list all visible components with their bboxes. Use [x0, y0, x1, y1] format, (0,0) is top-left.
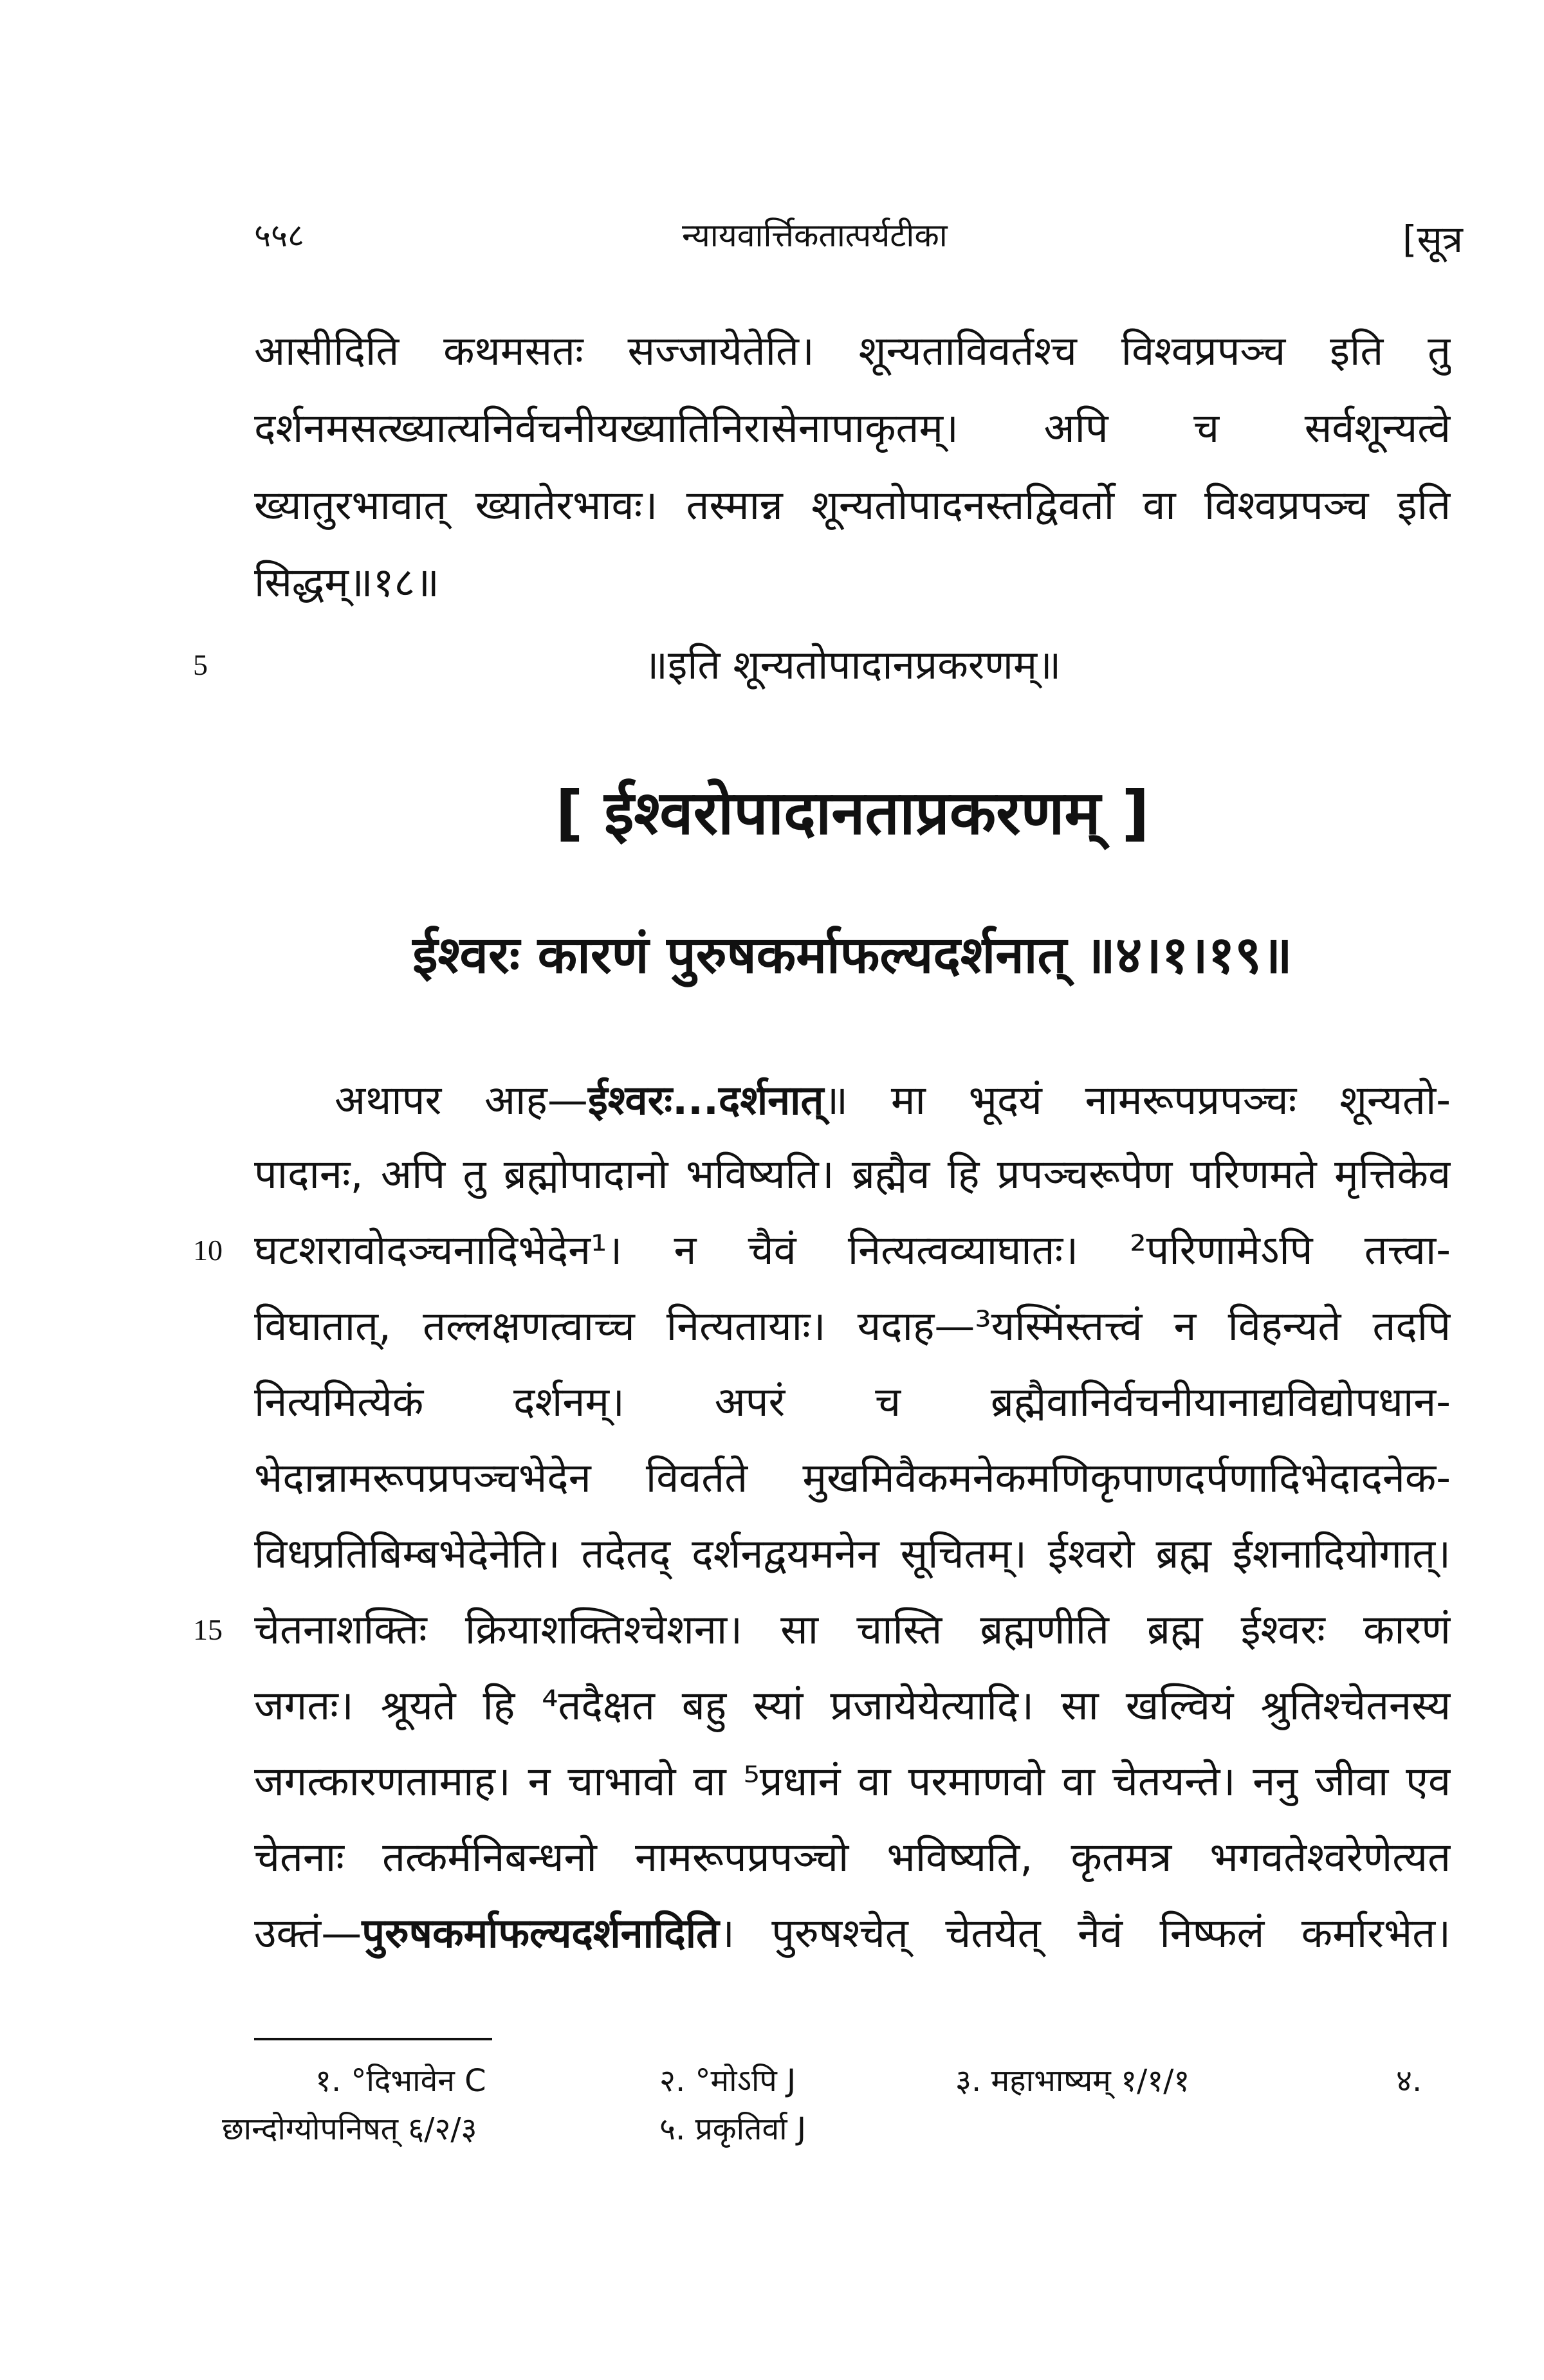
- footnote-rule: [254, 2038, 492, 2040]
- footnote-2: २. °मोऽपि J: [659, 2063, 796, 2099]
- commentary-line: जगत्कारणतामाह। न चाभावो वा ⁵प्रधानं वा परमाणवो वा चेतयन्ते। ननु जीवा एव: [254, 1758, 1451, 1805]
- commentary-line: नित्यमित्येकं दर्शनम्। अपरं च ब्रह्मैवानिर्वचनीयानाद्यविद्योपधान-: [254, 1378, 1451, 1425]
- text-line: ख्यातुरभावात् ख्यातेरभावः। तस्मान्न शून्यतोपादनस्तद्विवर्तो वा विश्वप्रपञ्च इति: [254, 482, 1451, 529]
- commentary-line: पादानः, अपि तु ब्रह्मोपादानो भविष्यति। ब्रह्मैव हि प्रपञ्चरूपेण परिणमते मृत्तिकेव: [254, 1151, 1451, 1198]
- commentary-line: विघातात्, तल्लक्षणत्वाच्च नित्यतायाः। यदाह—³यस्मिंस्तत्त्वं न विहन्यते तदपि: [254, 1303, 1451, 1350]
- footnote-5: ५. प्रकृतिर्वा J: [659, 2111, 806, 2147]
- line-number: 15: [193, 1613, 223, 1646]
- sutra-text: ईश्वरः कारणं पुरुषकर्माफल्यदर्शनात् ॥४।१।१९॥: [412, 925, 1292, 985]
- pratika-bold: ईश्वरः...दर्शनात्: [587, 1077, 824, 1124]
- commentary-line: [254, 1904, 1451, 1963]
- commentary-line: जगतः। श्रूयते हि ⁴तदैक्षत बहु स्यां प्रजायेयेत्यादि। सा खल्वियं श्रुतिश्चेतनस्य: [254, 1682, 1451, 1729]
- running-title: न्यायवार्त्तिकतात्पर्यटीका: [682, 217, 948, 254]
- commentary-line: [335, 1071, 1451, 1130]
- line-number: 5: [193, 648, 208, 681]
- commentary-text: । पुरुषश्चेत् चेतयेत् नैवं निष्फलं कर्मारभेत।: [719, 1910, 1451, 1957]
- text-line: सिद्धम्॥१८॥: [254, 559, 439, 606]
- footnote-4: ४.: [1396, 2063, 1422, 2099]
- text-line: आसीदिति कथमसतः सज्जायेतेति। शून्यताविवर्तश्च विश्वप्रपञ्च इति तु: [254, 327, 1451, 374]
- line-number: 10: [193, 1234, 223, 1267]
- page-number: ५५८: [254, 217, 304, 254]
- commentary-text: उक्तं—: [254, 1910, 362, 1957]
- commentary-line: चेतनाः तत्कर्मनिबन्धनो नामरूपप्रपञ्चो भविष्यति, कृतमत्र भगवतेश्वरेणेत्यत: [254, 1834, 1451, 1881]
- section-marker: [सूत्र: [1402, 217, 1463, 261]
- commentary-line: भेदान्नामरूपप्रपञ्चभेदेन विवर्तते मुखमिवैकमनेकमणिकृपाणदर्पणादिभेदादनेक-: [254, 1454, 1451, 1501]
- footnote-4-continuation: छान्दोग्योपनिषत् ६/२/३: [222, 2111, 477, 2147]
- section-colophon: ॥इति शून्यतोपादानप्रकरणम्॥: [643, 641, 1062, 688]
- commentary-line: विधप्रतिबिम्बभेदेनेति। तदेतद् दर्शनद्वयमनेन सूचितम्। ईश्वरो ब्रह्म ईशनादियोगात्।: [254, 1530, 1451, 1577]
- commentary-line: चेतनाशक्तिः क्रियाशक्तिश्चेशना। सा चास्ति ब्रह्मणीति ब्रह्म ईश्वरः कारणं: [254, 1606, 1451, 1653]
- section-heading: [ ईश्वरोपादानताप्रकरणम् ]: [555, 778, 1150, 848]
- commentary-text: अथापर आह—: [335, 1077, 588, 1124]
- footnote-3: ३. महाभाष्यम् १/१/१: [955, 2063, 1190, 2099]
- footnote-1: १. °दिभावेन C: [315, 2063, 486, 2099]
- pratika-bold: पुरुषकर्माफल्यदर्शनादिति: [362, 1910, 719, 1957]
- text-line: दर्शनमसत्ख्यात्यनिर्वचनीयख्यातिनिरासेनापाकृतम्। अपि च सर्वशून्यत्वे: [254, 405, 1451, 452]
- commentary-text: ॥ मा भूदयं नामरूपप्रपञ्चः शून्यतो-: [823, 1077, 1451, 1124]
- commentary-line: घटशरावोदञ्चनादिभेदेन¹। न चैवं नित्यत्वव्याघातः। ²परिणामेऽपि तत्त्वा-: [254, 1227, 1451, 1274]
